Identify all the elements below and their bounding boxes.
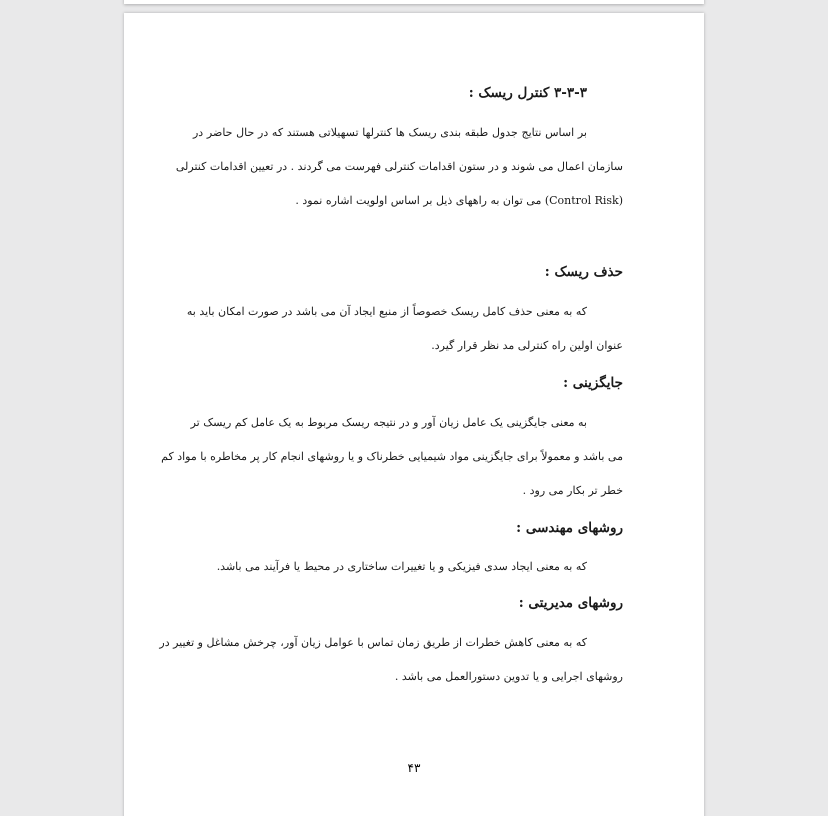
intro-paragraph bbox=[175, 116, 623, 218]
elimination-heading: حذف ریسک : bbox=[544, 264, 623, 280]
intro-line-1: بر اساس نتایج جدول طبقه بندی ریسک ها کنترلها تسهیلاتی هستند که در حال حاضر در bbox=[193, 126, 587, 139]
substitution-line-2: می باشد و معمولاً برای جایگزینی مواد شیمیایی خطرناک و یا روشهای انجام کار پر مخاطره با مواد کم bbox=[161, 450, 623, 463]
intro-line-3: (Control Risk) می توان به راههای ذیل بر اساس اولویت اشاره نمود . bbox=[295, 194, 623, 207]
document-page bbox=[124, 13, 704, 816]
engineering-paragraph bbox=[193, 550, 623, 584]
previous-page-edge bbox=[124, 0, 704, 4]
section-title: ۳-۳-۳ کنترل ریسک : bbox=[468, 85, 587, 101]
elimination-paragraph bbox=[186, 295, 623, 363]
substitution-line-1: به معنی جایگزینی یک عامل زیان آور و در نتیجه ریسک مربوط به یک عامل کم ریسک تر bbox=[190, 416, 587, 429]
administrative-line-1: که به معنی کاهش خطرات از طریق زمان تماس با عوامل زیان آور، چرخش مشاغل و تغییر در bbox=[159, 636, 587, 649]
administrative-line-2: روشهای اجرایی و یا تدوین دستورالعمل می باشد . bbox=[394, 670, 623, 683]
elimination-line-2: عنوان اولین راه کنترلی مد نظر قرار گیرد. bbox=[431, 339, 623, 352]
elimination-line-1: که به معنی حذف کامل ریسک خصوصاً از منبع ایجاد آن می باشد در صورت امکان باید به bbox=[186, 305, 587, 318]
substitution-heading: جایگزینی : bbox=[563, 375, 623, 391]
engineering-line-1: که به معنی ایجاد سدی فیزیکی و یا تغییرات ساختاری در محیط یا فرآیند می باشد. bbox=[216, 560, 587, 573]
substitution-line-3: خطر تر بکار می رود . bbox=[522, 484, 623, 497]
page-content bbox=[159, 13, 623, 816]
page-number: ۴۳ bbox=[407, 761, 421, 775]
administrative-paragraph bbox=[159, 626, 623, 694]
engineering-heading: روشهای مهندسی : bbox=[516, 520, 623, 536]
substitution-paragraph bbox=[161, 406, 623, 508]
administrative-heading: روشهای مدیریتی : bbox=[518, 595, 623, 611]
intro-line-2: سازمان اعمال می شوند و در ستون اقدامات کنترلی فهرست می گردند . در تعیین اقدامات کنترلی bbox=[175, 160, 623, 173]
